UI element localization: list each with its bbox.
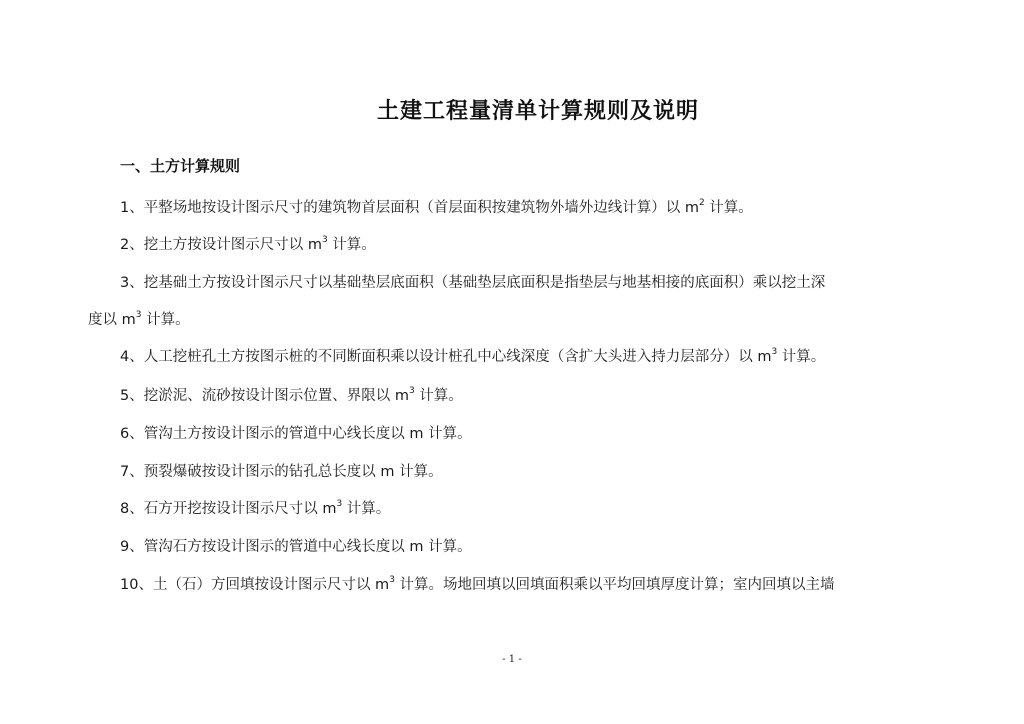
paragraph-3-text: 度以 m [88, 312, 136, 328]
cube-superscript: 3 [135, 310, 142, 321]
square-superscript: 2 [698, 198, 705, 209]
cube-superscript: 3 [321, 235, 328, 246]
paragraph-4 [120, 345, 825, 366]
cube-superscript: 3 [336, 499, 343, 510]
paragraph-1 [120, 196, 753, 217]
paragraph-3-line-2 [88, 308, 190, 329]
paragraph-8-text: 8、石方开挖按设计图示尺寸以 m [120, 501, 337, 517]
paragraph-3-end: 计算。 [141, 312, 190, 328]
paragraph-10 [120, 573, 835, 594]
paragraph-5-text: 5、挖淤泥、流砂按设计图示位置、界限以 m [120, 388, 409, 404]
paragraph-10-text: 10、土（石）方回填按设计图示尺寸以 m [120, 577, 390, 593]
page-number: - 1 - [502, 654, 522, 665]
paragraph-9: 9、管沟石方按设计图示的管道中心线长度以 m 计算。 [120, 539, 472, 555]
paragraph-4-end: 计算。 [777, 349, 826, 365]
paragraph-7: 7、预裂爆破按设计图示的钻孔总长度以 m 计算。 [120, 464, 443, 480]
paragraph-2-text: 2、挖土方按设计图示尺寸以 m [120, 237, 322, 253]
cube-superscript: 3 [389, 575, 395, 586]
paragraph-4-text: 4、人工挖桩孔土方按图示桩的不同断面积乘以设计桩孔中心线深度（含扩大头进入持力层部分）以 m [120, 349, 772, 365]
paragraph-6: 6、管沟土方按设计图示的管道中心线长度以 m 计算。 [120, 426, 472, 442]
paragraph-2 [120, 233, 376, 254]
paragraph-1-end: 计算。 [704, 200, 753, 216]
paragraph-5-end: 计算。 [414, 388, 463, 404]
cube-superscript: 3 [771, 347, 778, 358]
cube-superscript: 3 [408, 386, 415, 397]
paragraph-8-end: 计算。 [342, 501, 391, 517]
paragraph-1-text: 1、平整场地按设计图示尺寸的建筑物首层面积（首层面积按建筑物外墙外边线计算）以 m [120, 200, 699, 216]
paragraph-3-line-1: 3、挖基础土方按设计图示尺寸以基础垫层底面积（基础垫层底面积是指垫层与地基相接的底面积）乘以挖土深 [120, 275, 826, 291]
paragraph-8 [120, 497, 390, 518]
document-title: 土建工程量清单计算规则及说明 [376, 99, 699, 124]
paragraph-5 [120, 384, 463, 405]
paragraph-2-end: 计算。 [327, 237, 376, 253]
section-heading: 一、土方计算规则 [120, 157, 241, 175]
paragraph-10-end: 计算。场地回填以回填面积乘以平均回填厚度计算；室内回填以主墙 [394, 577, 835, 593]
